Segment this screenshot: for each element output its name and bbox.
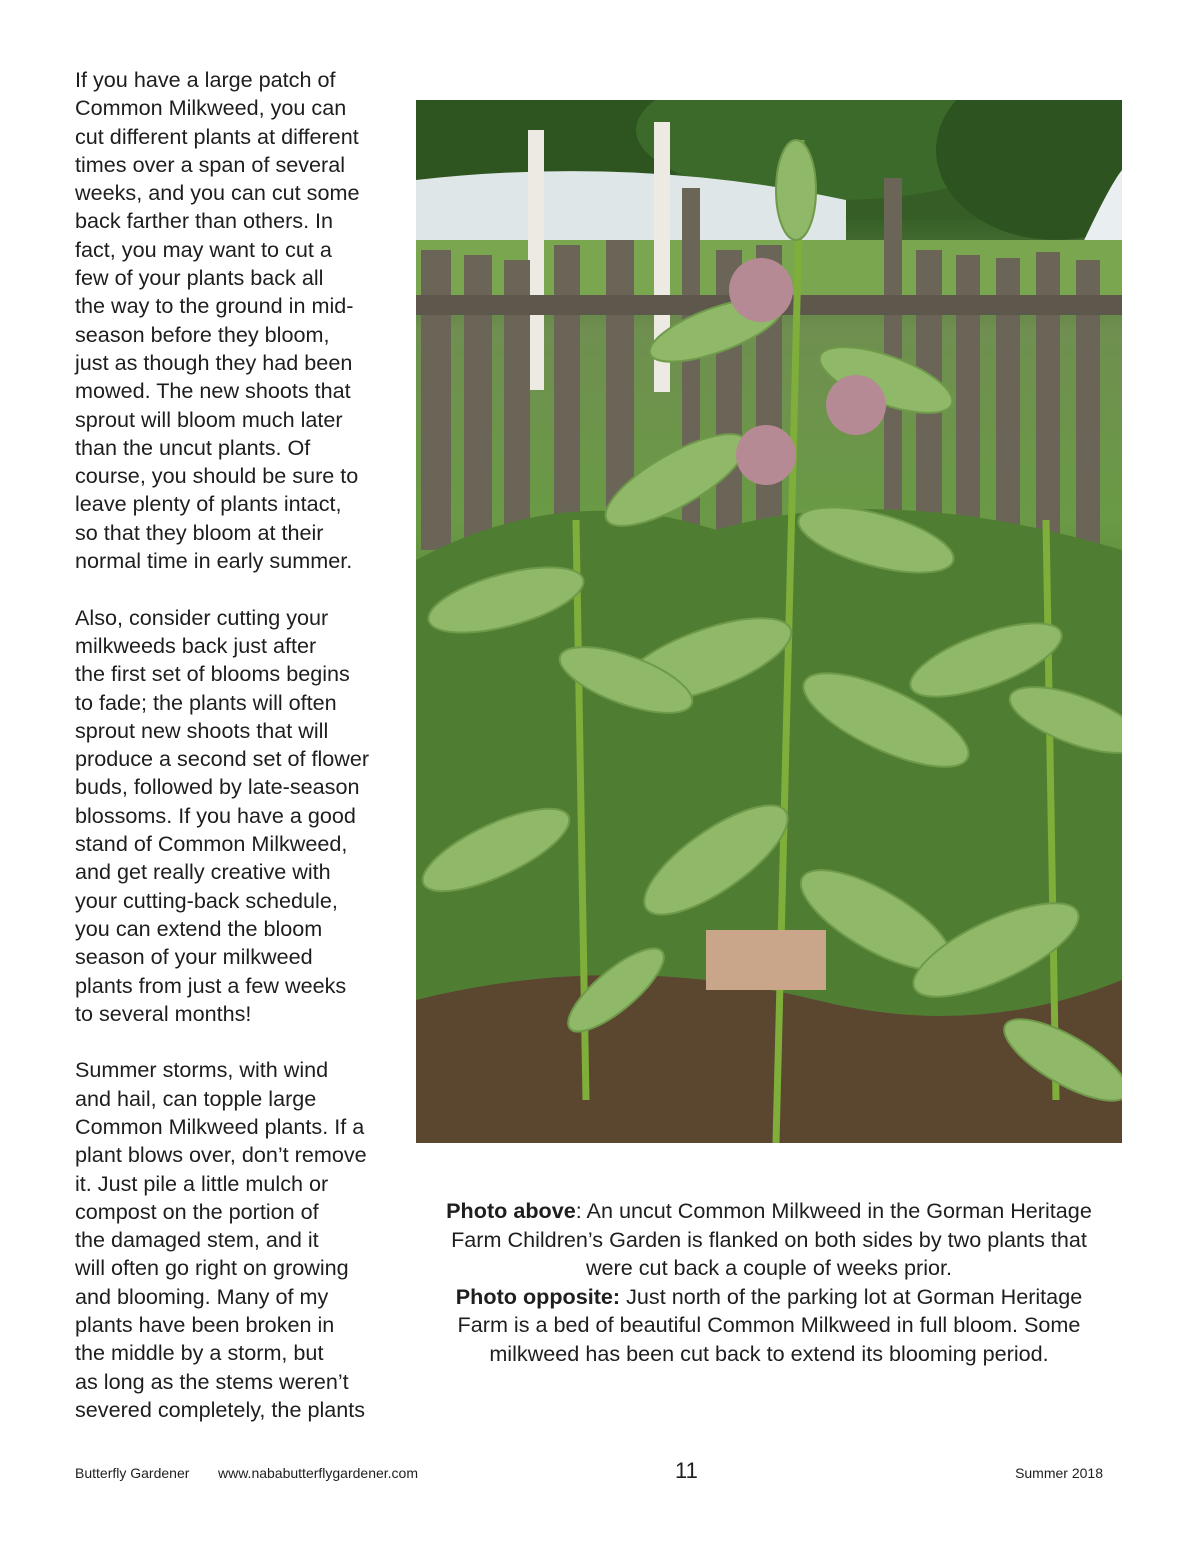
body-text-line: you can extend the bloom: [75, 915, 323, 941]
body-text-line: it. Just pile a little mulch or: [75, 1170, 329, 1196]
body-text-line: back farther than others. In: [75, 208, 334, 234]
caption-above-text: : An uncut Common Milkweed in the Gorman Heritage: [575, 1198, 1092, 1223]
body-text-line: so that they bloom at their: [75, 519, 324, 545]
body-text-line: weeks, and you can cut some: [75, 180, 360, 206]
caption-opposite-text: milkweed has been cut back to extend its blooming period.: [489, 1340, 1049, 1366]
body-text-line: the middle by a storm, but: [75, 1340, 324, 1366]
photo-caption: [405, 1197, 1133, 1368]
paragraph-break: [75, 1028, 405, 1056]
body-text-line: plants from just a few weeks: [75, 972, 347, 998]
body-text-line: produce a second set of flower: [75, 746, 370, 772]
caption-opposite-text: Just north of the parking lot at Gorman Heritage: [620, 1283, 1083, 1309]
body-text-line: sprout will bloom much later: [75, 406, 343, 432]
body-text-line: to several months!: [75, 1000, 252, 1026]
body-text-line: buds, followed by late-season: [75, 774, 360, 800]
body-text-line: If you have a large patch of: [75, 67, 336, 92]
body-text-line: just as though they had been: [75, 349, 353, 375]
body-text-line: sprout new shoots that will: [75, 717, 329, 743]
body-text-line: stand of Common Milkweed,: [75, 831, 348, 857]
body-text-line: times over a span of several: [75, 151, 346, 177]
body-text-line: mowed. The new shoots that: [75, 378, 351, 404]
body-text-line: season before they bloom,: [75, 321, 330, 347]
body-text-line: plant blows over, don’t remove: [75, 1142, 367, 1168]
page-number: 11: [675, 1458, 698, 1483]
body-text-line: compost on the portion of: [75, 1198, 319, 1224]
body-text-line: few of your plants back all: [75, 265, 324, 291]
body-text-line: your cutting-back schedule,: [75, 887, 338, 913]
body-text-line: the way to the ground in mid-: [75, 293, 354, 319]
caption-opposite-text: Farm is a bed of beautiful Common Milkweed in full bloom. Some: [457, 1312, 1081, 1337]
caption-opposite-label: Photo opposite:: [455, 1283, 621, 1309]
publication-name: Butterfly Gardener: [75, 1465, 190, 1481]
body-text-line: to fade; the plants will often: [75, 689, 337, 715]
page-footer: [0, 1460, 1200, 1490]
photo-illustration: [416, 100, 1122, 1143]
body-text-line: fact, you may want to cut a: [75, 236, 332, 262]
body-text-line: plants have been broken in: [75, 1312, 335, 1338]
body-text-line: will often go right on growing: [75, 1255, 349, 1281]
body-text-line: blossoms. If you have a good: [75, 802, 356, 828]
body-text-line: milkweeds back just after: [75, 632, 317, 658]
caption-above-label: Photo above: [446, 1198, 576, 1223]
body-text-line: season of your milkweed: [75, 944, 313, 970]
body-text-line: and get really creative with: [75, 859, 331, 885]
body-text-line: normal time in early summer.: [75, 548, 353, 574]
paragraph-break: [75, 575, 405, 603]
body-text-line: Common Milkweed plants. If a: [75, 1113, 365, 1139]
article-body: [75, 66, 405, 1424]
caption-above-text: were cut back a couple of weeks prior.: [585, 1255, 953, 1280]
body-text-line: cut different plants at different: [75, 123, 359, 149]
body-text-line: the first set of blooms begins: [75, 661, 350, 687]
website-link[interactable]: www.nababutterflygardener.com: [218, 1465, 418, 1481]
body-text-line: the damaged stem, and it: [75, 1227, 319, 1253]
caption-above-text: Farm Children’s Garden is flanked on both sides by two plants that: [451, 1226, 1087, 1252]
issue-date: Summer 2018: [1015, 1465, 1103, 1481]
body-text-line: severed completely, the plants: [75, 1396, 366, 1422]
body-text-line: and hail, can topple large: [75, 1085, 317, 1111]
body-text-line: Common Milkweed, you can: [75, 95, 347, 121]
body-text-line: and blooming. Many of my: [75, 1283, 329, 1309]
body-text-line: leave plenty of plants intact,: [75, 491, 342, 517]
body-text-line: as long as the stems weren’t: [75, 1368, 349, 1394]
body-text-line: Also, consider cutting your: [75, 604, 329, 630]
milkweed-garden-photo: [416, 100, 1122, 1143]
body-text-line: than the uncut plants. Of: [75, 434, 311, 460]
body-text-line: Summer storms, with wind: [75, 1057, 329, 1083]
body-text-line: course, you should be sure to: [75, 463, 359, 489]
